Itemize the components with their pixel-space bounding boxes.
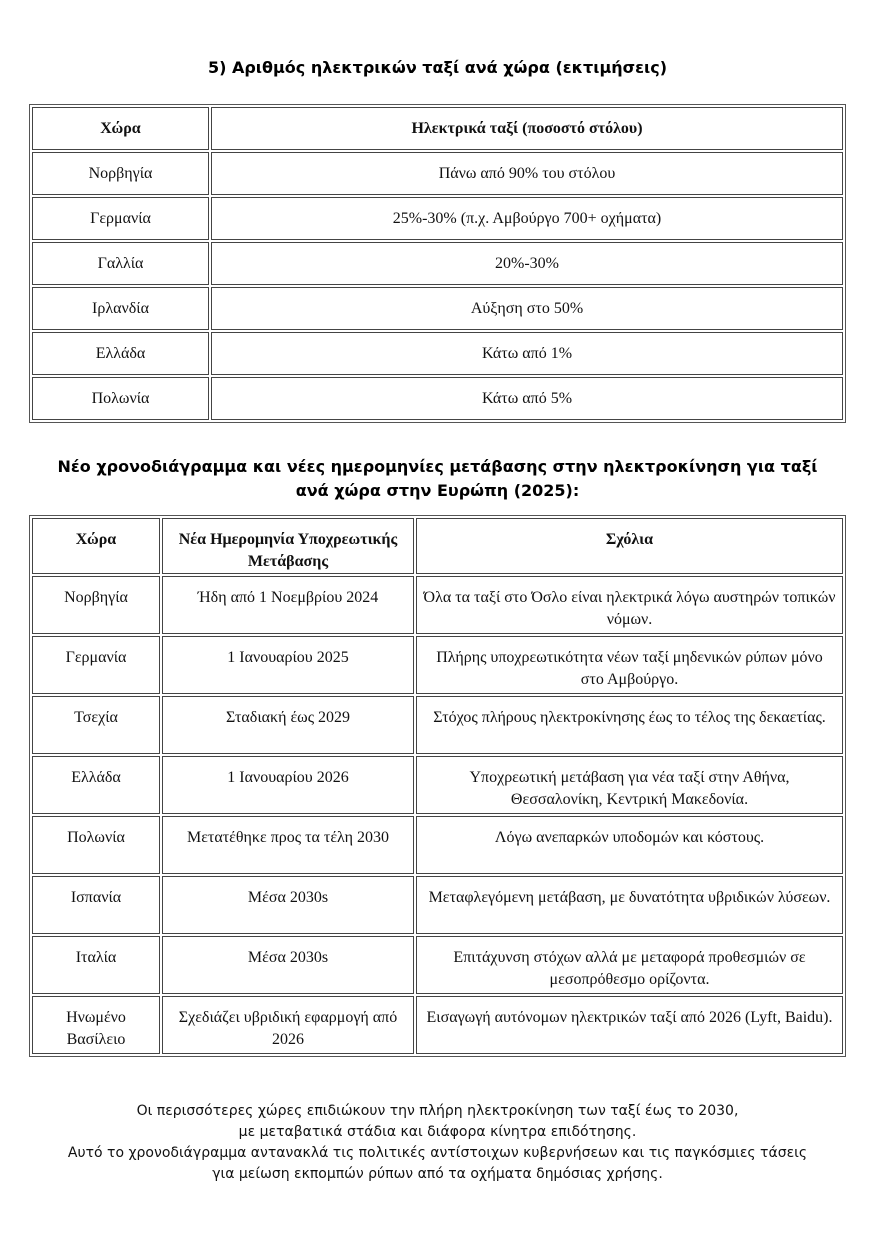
date-cell: Μέσα 2030s	[162, 936, 414, 994]
country-cell: Ιταλία	[32, 936, 160, 994]
table-row	[32, 936, 843, 994]
date-cell: Ήδη από 1 Νοεμβρίου 2024	[162, 576, 414, 634]
table-row	[32, 756, 843, 814]
share-cell: Κάτω από 1%	[211, 332, 843, 375]
table-header-row	[32, 518, 843, 574]
share-cell: 20%-30%	[211, 242, 843, 285]
date-cell: Μετατέθηκε προς τα τέλη 2030	[162, 816, 414, 874]
table-row	[32, 332, 843, 375]
column-header-comments: Σχόλια	[416, 518, 843, 574]
table-row	[32, 816, 843, 874]
country-cell: Νορβηγία	[32, 152, 209, 195]
comment-cell: Επιτάχυνση στόχων αλλά με μεταφορά προθεσμιών σε μεσοπρόθεσμο ορίζοντα.	[416, 936, 843, 994]
table-row	[32, 996, 843, 1054]
share-cell: Κάτω από 5%	[211, 377, 843, 420]
country-cell: Ελλάδα	[32, 332, 209, 375]
share-cell: Αύξηση στο 50%	[211, 287, 843, 330]
summary-line-2: με μεταβατικά στάδια και διάφορα κίνητρα επιδότησης.	[238, 1124, 637, 1140]
country-cell: Ισπανία	[32, 876, 160, 934]
comment-cell: Όλα τα ταξί στο Όσλο είναι ηλεκτρικά λόγω αυστηρών τοπικών νόμων.	[416, 576, 843, 634]
comment-cell: Λόγω ανεπαρκών υποδομών και κόστους.	[416, 816, 843, 874]
country-cell: Γαλλία	[32, 242, 209, 285]
date-cell: Σχεδιάζει υβριδική εφαρμογή από 2026	[162, 996, 414, 1054]
comment-cell: Υποχρεωτική μετάβαση για νέα ταξί στην Αθήνα, Θεσσαλονίκη, Κεντρική Μακεδονία.	[416, 756, 843, 814]
table-row	[32, 876, 843, 934]
table-row	[32, 197, 843, 240]
column-header-country: Χώρα	[32, 518, 160, 574]
country-cell: Ιρλανδία	[32, 287, 209, 330]
table-header-row	[32, 107, 843, 150]
comment-cell: Μεταφλεγόμενη μετάβαση, με δυνατότητα υβριδικών λύσεων.	[416, 876, 843, 934]
comment-cell: Εισαγωγή αυτόνομων ηλεκτρικών ταξί από 2026 (Lyft, Baidu).	[416, 996, 843, 1054]
fleet-share-table	[29, 104, 846, 423]
column-header-transition-date: Νέα Ημερομηνία Υποχρεωτικής Μετάβασης	[162, 518, 414, 574]
table-row	[32, 636, 843, 694]
table-row	[32, 696, 843, 754]
comment-cell: Πλήρης υποχρεωτικότητα νέων ταξί μηδενικών ρύπων μόνο στο Αμβούργο.	[416, 636, 843, 694]
timeline-title	[0, 455, 875, 503]
date-cell: 1 Ιανουαρίου 2025	[162, 636, 414, 694]
table-row	[32, 242, 843, 285]
column-header-fleet-share: Ηλεκτρικά ταξί (ποσοστό στόλου)	[211, 107, 843, 150]
date-cell: Μέσα 2030s	[162, 876, 414, 934]
date-cell: Σταδιακή έως 2029	[162, 696, 414, 754]
share-cell: 25%-30% (π.χ. Αμβούργο 700+ οχήματα)	[211, 197, 843, 240]
table-row	[32, 377, 843, 420]
section-title: 5) Αριθμός ηλεκτρικών ταξί ανά χώρα (εκτιμήσεις)	[207, 58, 668, 77]
summary-line-4: για μείωση εκπομπών ρύπων από τα οχήματα δημόσιας χρήσης.	[212, 1166, 663, 1182]
country-cell: Πολωνία	[32, 377, 209, 420]
date-cell: 1 Ιανουαρίου 2026	[162, 756, 414, 814]
table-row	[32, 152, 843, 195]
table-row	[32, 576, 843, 634]
transition-timeline-table	[29, 515, 846, 1057]
country-cell: Τσεχία	[32, 696, 160, 754]
country-cell: Νορβηγία	[32, 576, 160, 634]
timeline-title-line1: Νέο χρονοδιάγραμμα και νέες ημερομηνίες μετάβασης στην ηλεκτροκίνηση για ταξί	[57, 457, 818, 476]
summary-line-1: Οι περισσότερες χώρες επιδιώκουν την πλήρη ηλεκτροκίνηση των ταξί έως το 2030,	[136, 1103, 739, 1119]
country-cell: Ελλάδα	[32, 756, 160, 814]
summary-note	[0, 1101, 875, 1185]
table-row	[32, 287, 843, 330]
column-header-country: Χώρα	[32, 107, 209, 150]
summary-line-3: Αυτό το χρονοδιάγραμμα αντανακλά τις πολιτικές αντίστοιχων κυβερνήσεων και τις παγκόσμιες τάσεις	[67, 1145, 808, 1161]
country-cell: Γερμανία	[32, 197, 209, 240]
country-cell: Γερμανία	[32, 636, 160, 694]
timeline-title-line2: ανά χώρα στην Ευρώπη (2025):	[295, 481, 580, 500]
share-cell: Πάνω από 90% του στόλου	[211, 152, 843, 195]
comment-cell: Στόχος πλήρους ηλεκτροκίνησης έως το τέλος της δεκαετίας.	[416, 696, 843, 754]
country-cell: Ηνωμένο Βασίλειο	[32, 996, 160, 1054]
country-cell: Πολωνία	[32, 816, 160, 874]
